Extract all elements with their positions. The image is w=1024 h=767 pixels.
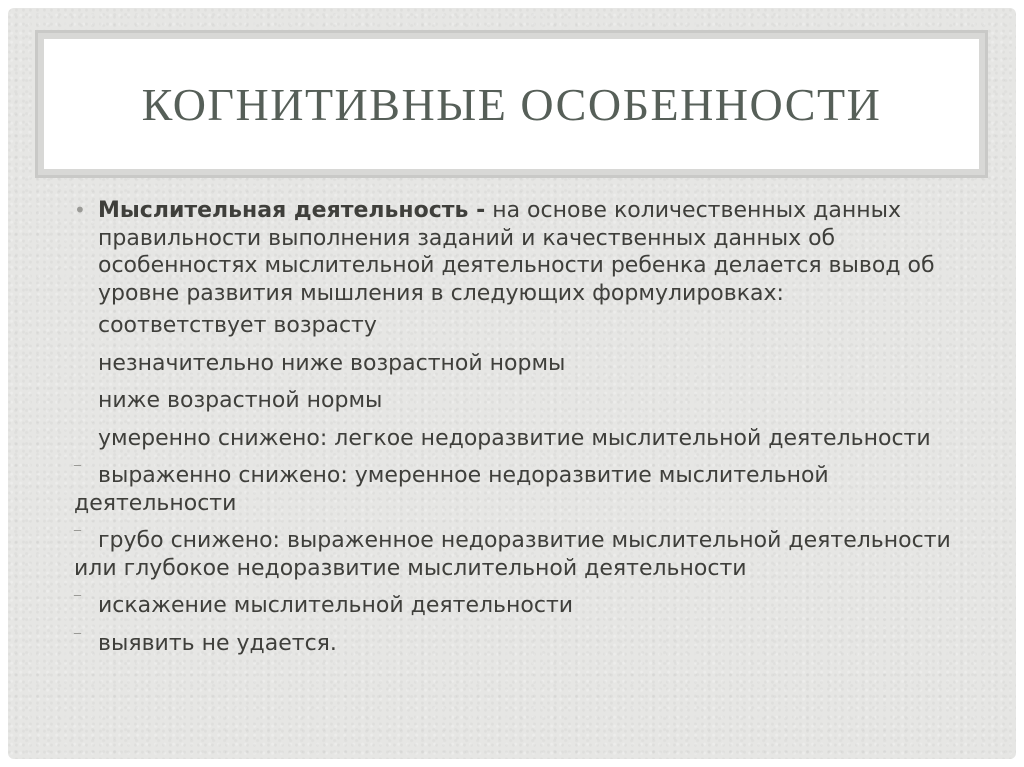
list-item-text: соответствует возрасту [98, 313, 377, 338]
slide-title: КОГНИТИВНЫЕ ОСОБЕННОСТИ [141, 78, 882, 130]
list-item [74, 459, 979, 517]
main-bullet-lead: Мыслительная деятельность - [98, 198, 486, 223]
title-box [44, 39, 979, 169]
dash-marker-icon [74, 384, 98, 412]
list-item [74, 384, 979, 415]
slide [8, 8, 1016, 759]
title-frame [35, 30, 988, 178]
list-item-text: грубо снижено: выраженное недоразвитие мыслительной деятельности или глубокое недоразвитие мыслительной деятельности [74, 528, 951, 581]
sub-list [74, 309, 979, 657]
list-item-text: умеренно снижено: легкое недоразвитие мыслительной деятельности [98, 425, 931, 451]
main-bullet [74, 197, 979, 307]
list-item-text: незначительно ниже возрастной нормы [98, 350, 566, 376]
bullet-dot-icon: • [74, 198, 86, 222]
list-item [74, 589, 979, 620]
dash-marker-icon [74, 422, 98, 450]
list-item [74, 627, 979, 658]
list-item [74, 347, 979, 378]
dash-marker-icon: ‾ [74, 594, 81, 610]
main-bullet-text: на основе количественных данных правильности выполнения заданий и качественных данных об особенностях мыслительной деятельности ребенка делается вывод об уровне развития мышления в следующих формулировках: [98, 198, 935, 306]
dash-marker-icon [74, 347, 98, 375]
list-item-text: ниже возрастной нормы [98, 388, 383, 413]
list-item-text: выраженно снижено: умеренное недоразвитие мыслительной деятельности [74, 463, 829, 516]
dash-marker-icon [74, 309, 98, 337]
list-item-text: искажение мыслительной деятельности [98, 593, 574, 618]
list-item [74, 524, 979, 582]
slide-content [74, 197, 979, 664]
list-item [74, 309, 979, 340]
dash-marker-icon: ‾ [74, 464, 81, 480]
dash-marker-icon: ‾ [74, 631, 81, 648]
dash-marker-icon: ‾ [74, 529, 81, 545]
list-item-text: выявить не удается. [98, 630, 337, 656]
list-item [74, 422, 979, 453]
